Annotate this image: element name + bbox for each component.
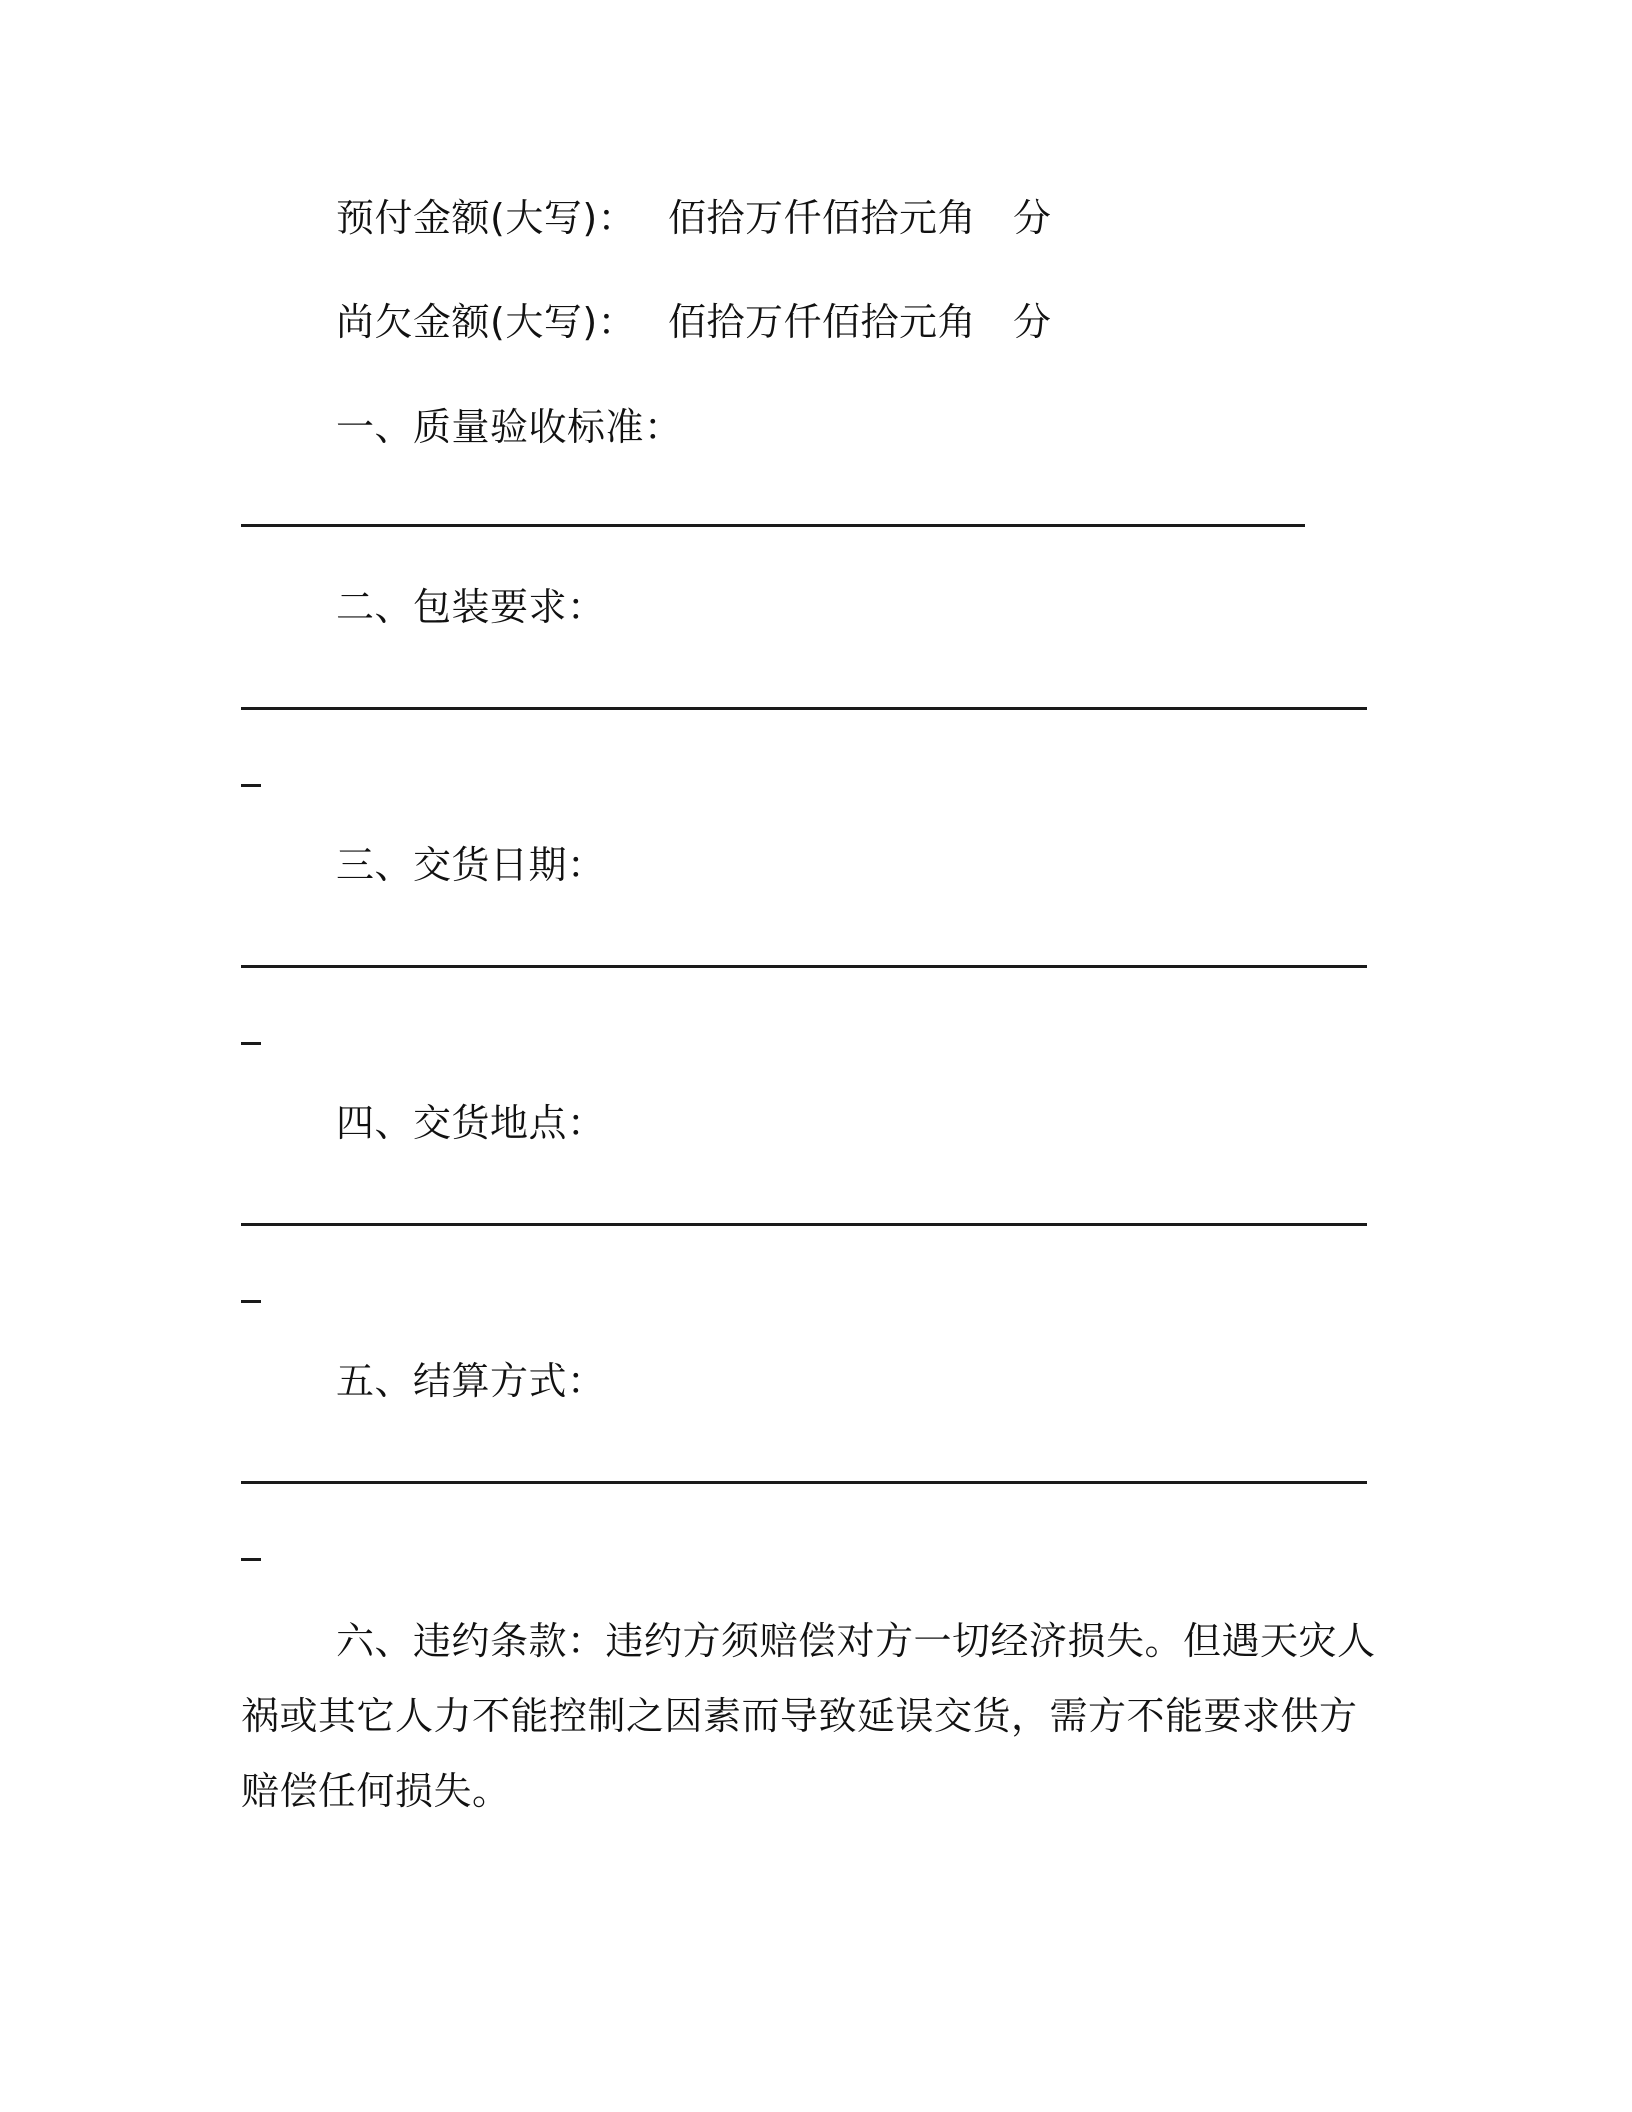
owed-amount-fen: 分 — [1013, 300, 1052, 344]
blank-line-delivery-date — [241, 965, 1367, 968]
section-delivery-date: 三、交货日期： — [336, 843, 606, 887]
blank-line-quality — [241, 524, 1305, 527]
section-settlement: 五、结算方式： — [336, 1359, 606, 1403]
section-delivery-place: 四、交货地点： — [336, 1101, 606, 1145]
section-breach-clause: 六、违约条款：违约方须赔偿对方一切经济损失。但遇天灾人祸或其它人力不能控制之因素而导致延误交货，需方不能要求供方赔偿任何损失。 — [241, 1619, 1376, 1813]
owed-amount-units: 佰拾万仟佰拾元角 — [668, 300, 977, 344]
owed-amount-label: 尚欠金额(大写)： — [336, 300, 637, 344]
blank-line-delivery-date-tail — [241, 1042, 261, 1045]
blank-line-packaging-tail — [241, 784, 261, 787]
prepaid-amount-fen: 分 — [1013, 196, 1052, 240]
prepaid-amount-units: 佰拾万仟佰拾元角 — [668, 196, 977, 240]
blank-line-packaging — [241, 707, 1367, 710]
blank-line-settlement-tail — [241, 1558, 261, 1561]
section-packaging: 二、包装要求： — [336, 585, 606, 629]
blank-line-delivery-place-tail — [241, 1300, 261, 1303]
blank-line-settlement — [241, 1481, 1367, 1484]
blank-line-delivery-place — [241, 1223, 1367, 1226]
section-quality-standard: 一、质量验收标准： — [336, 405, 683, 449]
prepaid-amount-label: 预付金额(大写)： — [336, 196, 637, 240]
